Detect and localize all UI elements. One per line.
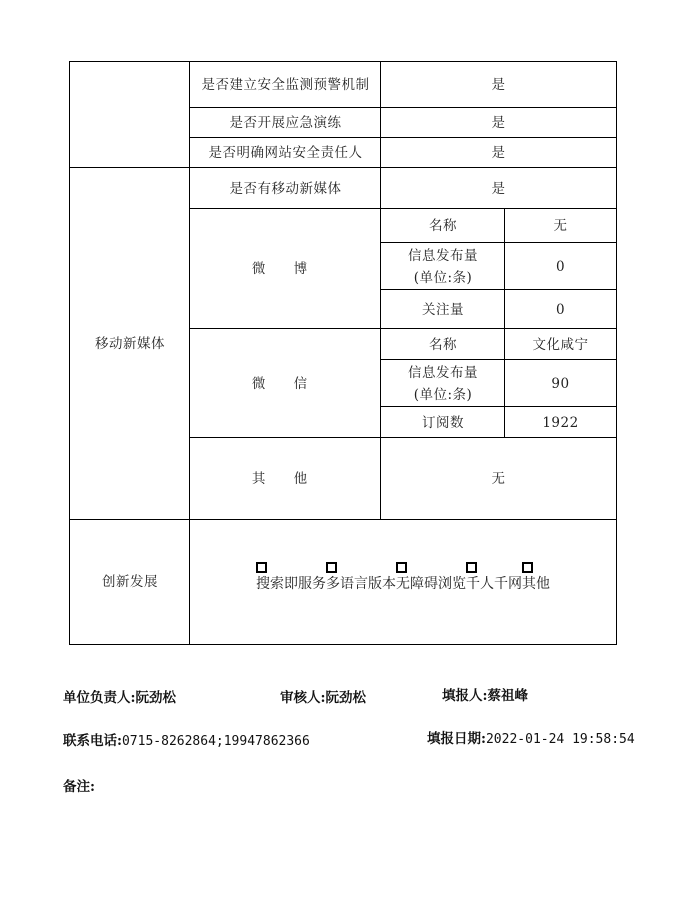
wechat-subscribers-value: 1922 [504, 406, 617, 438]
weibo-followers-value: 0 [504, 289, 617, 329]
unit-head-label: 单位负责人: [63, 690, 136, 706]
reviewer-label: 审核人: [280, 690, 326, 706]
option-search-as-service[interactable]: 搜索即服务 [256, 562, 326, 595]
checkbox-icon[interactable] [522, 562, 533, 573]
weibo-name-value: 无 [504, 208, 617, 243]
other-value: 无 [380, 437, 617, 520]
fill-date-value: 2022-01-24 19:58:54 [485, 732, 635, 747]
weibo-posts-value: 0 [504, 242, 617, 290]
has-mobile-media-value: 是 [380, 167, 617, 209]
wechat-name-label: 名称 [380, 328, 505, 360]
filler-value: 蔡祖峰 [487, 688, 528, 704]
checkbox-icon[interactable] [466, 562, 477, 573]
has-mobile-media-label: 是否有移动新媒体 [189, 167, 381, 209]
phone-label: 联系电话: [63, 733, 122, 749]
remarks [63, 775, 95, 795]
reviewer-value: 阮劲松 [325, 690, 366, 706]
section-cell-blank [69, 61, 190, 167]
wechat-posts-value: 90 [504, 359, 617, 407]
innovation-options [189, 519, 617, 645]
remarks-label: 备注: [63, 779, 95, 795]
option-accessibility[interactable]: 无障碍浏览 [396, 562, 466, 595]
weibo-posts-label: 信息发布量 (单位:条) [380, 242, 505, 290]
fill-date-label: 填报日期: [427, 731, 486, 747]
site-owner-label: 是否明确网站安全责任人 [189, 137, 381, 168]
phone [63, 729, 310, 749]
option-other[interactable]: 其他 [522, 562, 550, 595]
unit-head-value: 阮劲松 [135, 690, 176, 706]
phone-value: 0715-8262864;19947862366 [121, 734, 310, 749]
innovation-label: 创新发展 [69, 519, 190, 645]
weibo-name-label: 名称 [380, 208, 505, 243]
filler [442, 684, 528, 704]
other-label: 其 他 [189, 437, 381, 520]
emergency-drill-value: 是 [380, 107, 617, 138]
fill-date [427, 727, 635, 747]
wechat-subscribers-label: 订阅数 [380, 406, 505, 438]
wechat-posts-label: 信息发布量 (单位:条) [380, 359, 505, 407]
checkbox-icon[interactable] [256, 562, 267, 573]
weibo-followers-label: 关注量 [380, 289, 505, 329]
option-multilingual[interactable]: 多语言版本 [326, 562, 396, 595]
mobile-media-section-label: 移动新媒体 [69, 167, 190, 520]
wechat-label: 微 信 [189, 328, 381, 438]
report-table [69, 61, 617, 645]
innovation-checkbox-group [256, 562, 550, 595]
filler-label: 填报人: [442, 688, 488, 704]
site-owner-value: 是 [380, 137, 617, 168]
option-personalized[interactable]: 千人千网 [466, 562, 522, 595]
unit-head [63, 686, 176, 706]
reviewer [280, 686, 366, 706]
wechat-name-value: 文化咸宁 [504, 328, 617, 360]
checkbox-icon[interactable] [396, 562, 407, 573]
weibo-label: 微 博 [189, 208, 381, 329]
emergency-drill-label: 是否开展应急演练 [189, 107, 381, 138]
checkbox-icon[interactable] [326, 562, 337, 573]
monitoring-warning-value: 是 [380, 61, 617, 108]
monitoring-warning-label: 是否建立安全监测预警机制 [189, 61, 381, 108]
